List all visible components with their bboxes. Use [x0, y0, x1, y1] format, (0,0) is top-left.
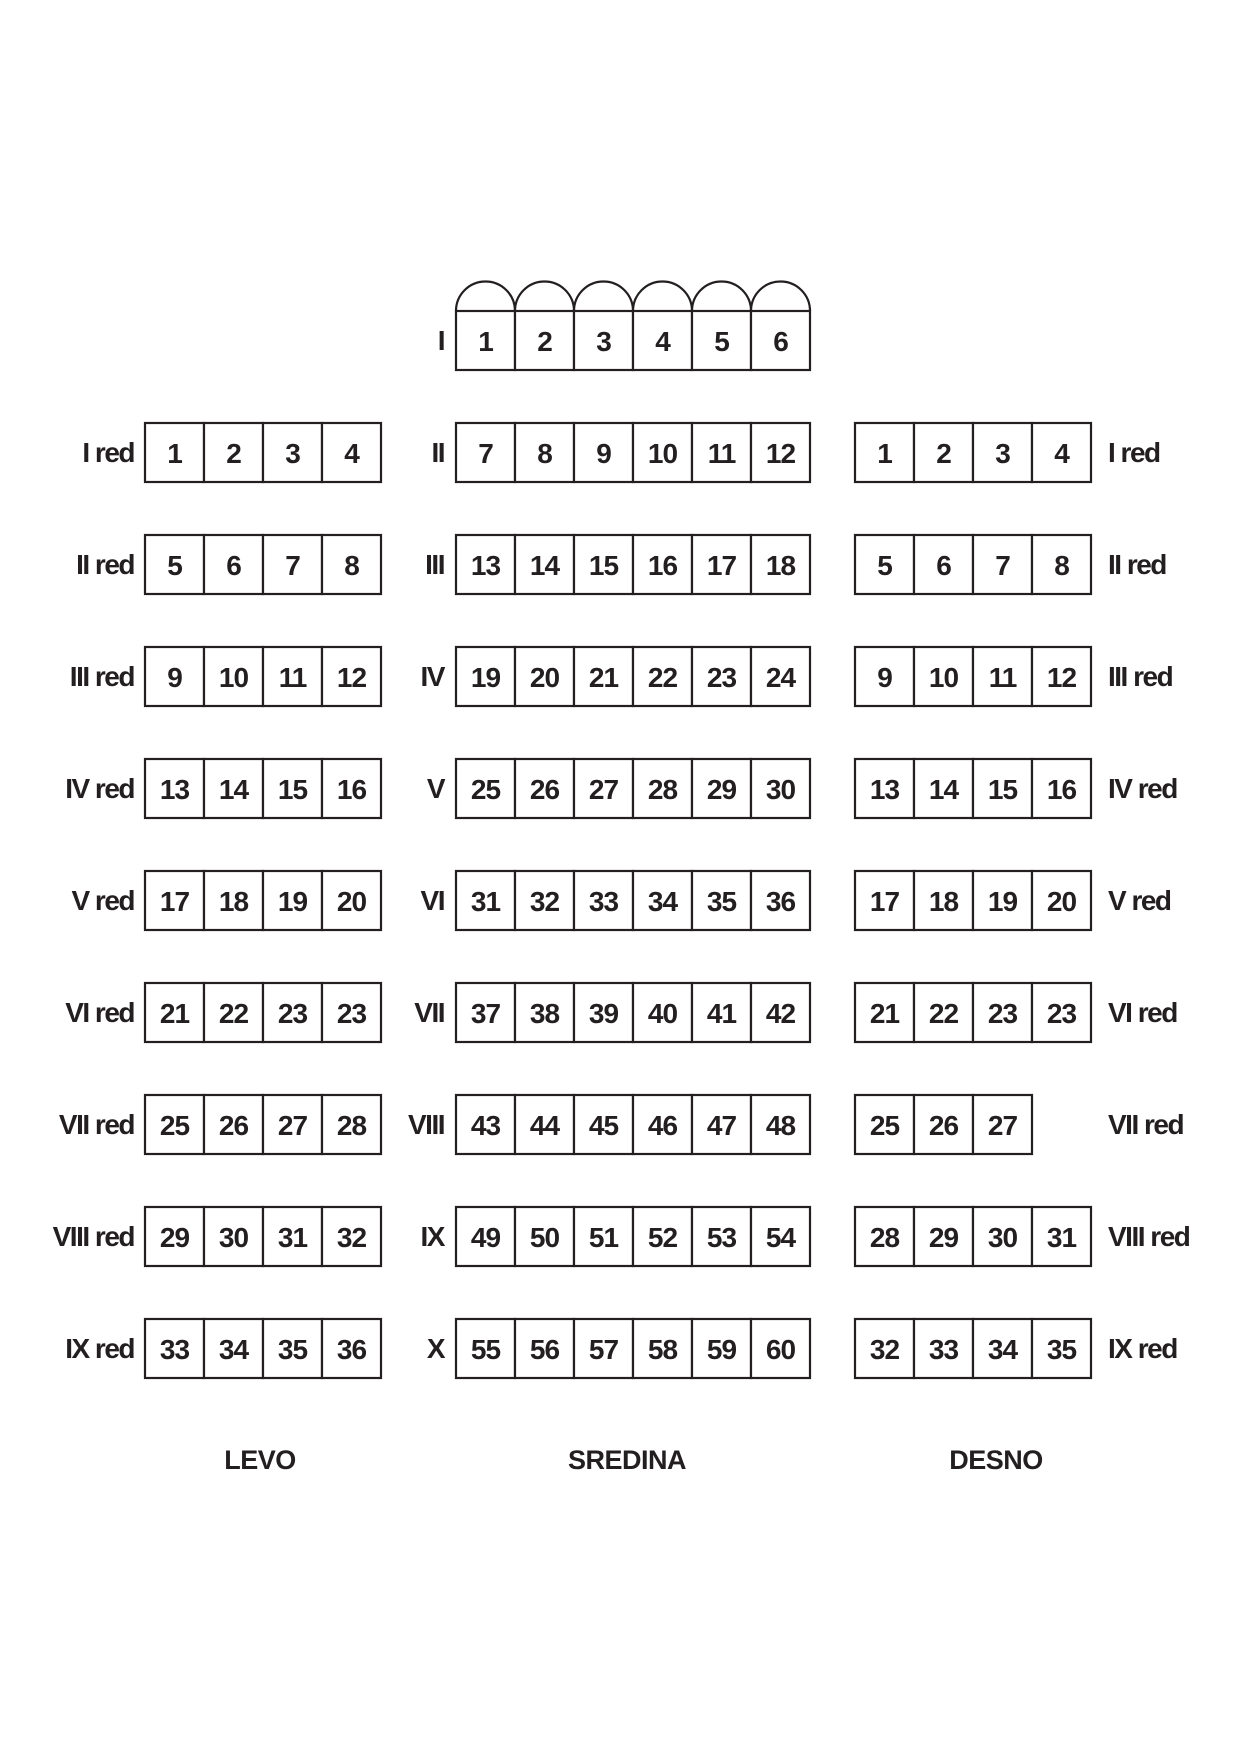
seat-number: 34 — [647, 886, 678, 917]
box-arch — [751, 282, 810, 312]
seat-number: 31 — [1046, 1222, 1077, 1253]
seat-number: 18 — [218, 886, 249, 917]
seat-number: 6 — [226, 550, 241, 581]
seat-number: 13 — [869, 774, 900, 805]
seat-number: 23 — [336, 998, 367, 1029]
seat-number: 20 — [336, 886, 367, 917]
seat-number: 28 — [336, 1110, 367, 1141]
center-row-1 — [438, 282, 810, 371]
seat-number: 11 — [278, 662, 307, 693]
seat-number: 26 — [218, 1110, 249, 1141]
seat-number: 23 — [1046, 998, 1077, 1029]
row-label: V red — [1108, 885, 1171, 916]
box-arch — [515, 282, 574, 312]
seat-number: 33 — [928, 1334, 959, 1365]
seat-number: 14 — [218, 774, 249, 805]
section-label-left: LEVO — [224, 1445, 296, 1475]
right-row-9 — [855, 1319, 1177, 1378]
seat-number: 48 — [765, 1110, 796, 1141]
row-label: V — [426, 773, 444, 804]
seat-number: 20 — [529, 662, 560, 693]
seat-number: 2 — [537, 326, 552, 357]
box-arch — [574, 282, 633, 312]
seat-number: 46 — [647, 1110, 678, 1141]
seat-number: 41 — [706, 998, 737, 1029]
seat-number: 10 — [218, 662, 249, 693]
seat-number: 16 — [1046, 774, 1077, 805]
left-row-1 — [82, 423, 381, 482]
seat-number: 57 — [588, 1334, 619, 1365]
seat-number: 17 — [869, 886, 900, 917]
seat-number: 31 — [277, 1222, 308, 1253]
row-label: II red — [76, 549, 134, 580]
seat-number: 29 — [159, 1222, 190, 1253]
seat-number: 14 — [529, 550, 560, 581]
seat-number: 19 — [470, 662, 501, 693]
right-row-8 — [855, 1207, 1190, 1266]
seat-number: 10 — [928, 662, 959, 693]
seat-number: 23 — [277, 998, 308, 1029]
box-arch — [456, 282, 515, 311]
seat-number: 1 — [877, 438, 892, 469]
right-row-2 — [855, 535, 1166, 594]
seat-number: 11 — [707, 438, 736, 469]
left-row-3 — [70, 647, 381, 706]
row-label: IV — [420, 661, 444, 692]
row-label: II — [431, 437, 444, 468]
center-row-2 — [431, 423, 810, 482]
seat-number: 11 — [988, 662, 1017, 693]
seat-number: 1 — [167, 438, 182, 469]
seat-number: 27 — [588, 774, 619, 805]
row-label: IV red — [1108, 773, 1177, 804]
seat-number: 22 — [218, 998, 249, 1029]
seat-number: 32 — [336, 1222, 367, 1253]
seat-number: 4 — [655, 326, 670, 357]
left-row-9 — [65, 1319, 381, 1378]
seat-number: 12 — [765, 438, 796, 469]
seat-number: 43 — [470, 1110, 501, 1141]
seat-number: 3 — [285, 438, 300, 469]
center-section — [408, 282, 810, 1379]
right-row-1 — [855, 423, 1160, 482]
seat-number: 37 — [470, 998, 501, 1029]
seat-number: 29 — [706, 774, 737, 805]
section-labels — [224, 1445, 1043, 1475]
seat-number: 39 — [588, 998, 619, 1029]
seat-number: 23 — [706, 662, 737, 693]
seat-number: 28 — [869, 1222, 900, 1253]
seat-number: 8 — [537, 438, 552, 469]
row-label: VIII — [407, 1109, 444, 1140]
row-label: I red — [82, 437, 134, 468]
seat-number: 34 — [987, 1334, 1018, 1365]
seat-number: 9 — [596, 438, 611, 469]
seat-number: 36 — [765, 886, 796, 917]
row-label: VI — [420, 885, 444, 916]
row-label: III red — [69, 661, 134, 692]
seat-number: 27 — [277, 1110, 308, 1141]
seat-number: 21 — [159, 998, 190, 1029]
seat-number: 15 — [588, 550, 619, 581]
seat-number: 13 — [470, 550, 501, 581]
row-label: IX red — [1108, 1333, 1177, 1364]
seat-number: 33 — [159, 1334, 190, 1365]
row-label: VII — [414, 997, 444, 1028]
seat-number: 20 — [1046, 886, 1077, 917]
seat-number: 7 — [995, 550, 1010, 581]
seat-number: 36 — [336, 1334, 367, 1365]
seat-number: 27 — [987, 1110, 1018, 1141]
seat-number: 25 — [470, 774, 501, 805]
center-row-5 — [427, 759, 810, 818]
section-label-right: DESNO — [949, 1445, 1043, 1475]
seat-number: 19 — [277, 886, 308, 917]
row-label: VIII red — [52, 1221, 134, 1252]
seat-number: 51 — [588, 1222, 619, 1253]
seat-number: 49 — [470, 1222, 501, 1253]
seat-number: 9 — [167, 662, 182, 693]
seat-number: 59 — [706, 1334, 737, 1365]
center-row-3 — [425, 535, 810, 594]
seat-number: 32 — [869, 1334, 900, 1365]
seat-number: 13 — [159, 774, 190, 805]
row-label: IV red — [65, 773, 134, 804]
seat-number: 5 — [714, 326, 729, 357]
seat-number: 42 — [765, 998, 796, 1029]
seat-number: 29 — [928, 1222, 959, 1253]
row-label: III — [425, 549, 444, 580]
seat-number: 21 — [869, 998, 900, 1029]
row-label: I — [437, 325, 444, 356]
center-row-4 — [421, 647, 810, 706]
seat-number: 19 — [987, 886, 1018, 917]
seat-number: 17 — [159, 886, 190, 917]
row-label: II red — [1108, 549, 1166, 580]
seat-number: 33 — [588, 886, 619, 917]
seat-number: 4 — [344, 438, 359, 469]
section-label-center: SREDINA — [567, 1445, 687, 1475]
seat-number: 55 — [470, 1334, 501, 1365]
seat-number: 44 — [529, 1110, 560, 1141]
seat-number: 47 — [706, 1110, 737, 1141]
seat-number: 38 — [529, 998, 560, 1029]
seat-number: 9 — [877, 662, 892, 693]
seat-number: 28 — [647, 774, 678, 805]
right-row-5 — [855, 871, 1171, 930]
seat-number: 18 — [765, 550, 796, 581]
seat-number: 18 — [928, 886, 959, 917]
row-label: IX red — [65, 1333, 134, 1364]
row-label: X — [426, 1333, 444, 1364]
seat-number: 56 — [529, 1334, 560, 1365]
row-label: III red — [1108, 661, 1173, 692]
center-row-6 — [421, 871, 810, 930]
row-label: IX — [420, 1221, 444, 1252]
seat-number: 4 — [1054, 438, 1069, 469]
seat-number: 2 — [226, 438, 241, 469]
seat-number: 8 — [1054, 550, 1069, 581]
left-row-4 — [65, 759, 381, 818]
row-label: VI red — [1108, 997, 1177, 1028]
seat-number: 10 — [647, 438, 678, 469]
row-label: I red — [1108, 437, 1160, 468]
left-row-2 — [76, 535, 381, 594]
seat-number: 25 — [159, 1110, 190, 1141]
left-row-6 — [65, 983, 381, 1042]
seat-number: 52 — [647, 1222, 678, 1253]
seat-number: 35 — [277, 1334, 308, 1365]
seat-number: 24 — [765, 662, 796, 693]
seat-number: 26 — [529, 774, 560, 805]
seat-number: 30 — [987, 1222, 1018, 1253]
seat-number: 21 — [588, 662, 619, 693]
seat-number: 30 — [765, 774, 796, 805]
seat-number: 53 — [706, 1222, 737, 1253]
seat-number: 1 — [478, 326, 493, 357]
seat-number: 12 — [336, 662, 367, 693]
seat-number: 35 — [1046, 1334, 1077, 1365]
center-row-7 — [414, 983, 810, 1042]
left-section — [53, 423, 381, 1378]
row-label: VII red — [1108, 1109, 1184, 1140]
seat-number: 22 — [647, 662, 678, 693]
seat-number: 34 — [218, 1334, 249, 1365]
seat-number: 45 — [588, 1110, 619, 1141]
seat-number: 6 — [773, 326, 788, 357]
seat-number: 25 — [869, 1110, 900, 1141]
seat-number: 30 — [218, 1222, 249, 1253]
seat-number: 15 — [277, 774, 308, 805]
left-row-5 — [71, 871, 381, 930]
seat-number: 32 — [529, 886, 560, 917]
seat-number: 12 — [1046, 662, 1077, 693]
seat-number: 26 — [928, 1110, 959, 1141]
seat-number: 50 — [529, 1222, 560, 1253]
center-row-10 — [427, 1319, 810, 1378]
row-label: VII red — [58, 1109, 134, 1140]
right-row-3 — [855, 647, 1173, 706]
seat-number: 7 — [478, 438, 493, 469]
seat-number: 14 — [928, 774, 959, 805]
seat-number: 58 — [647, 1334, 678, 1365]
seat-number: 54 — [765, 1222, 796, 1253]
seat-number: 22 — [928, 998, 959, 1029]
seat-number: 16 — [647, 550, 678, 581]
row-label: VIII red — [1108, 1221, 1190, 1252]
seat-number: 3 — [995, 438, 1010, 469]
row-label: VI red — [65, 997, 134, 1028]
seat-number: 60 — [765, 1334, 796, 1365]
seat-number: 5 — [877, 550, 892, 581]
seat-number: 3 — [596, 326, 611, 357]
right-row-6 — [855, 983, 1177, 1042]
seat-number: 31 — [470, 886, 501, 917]
center-row-8 — [408, 1095, 810, 1154]
box-arch — [633, 282, 692, 312]
seat-number: 23 — [987, 998, 1018, 1029]
right-row-7 — [855, 1095, 1183, 1154]
seat-number: 35 — [706, 886, 737, 917]
seat-number: 8 — [344, 550, 359, 581]
seat-number: 16 — [336, 774, 367, 805]
left-row-7 — [59, 1095, 381, 1154]
right-section — [855, 423, 1190, 1378]
seat-number: 40 — [647, 998, 678, 1029]
seat-number: 7 — [285, 550, 300, 581]
center-row-9 — [421, 1207, 810, 1266]
seat-number: 5 — [167, 550, 182, 581]
row-label: V red — [71, 885, 134, 916]
seat-number: 6 — [936, 550, 951, 581]
left-row-8 — [53, 1207, 381, 1266]
seat-number: 17 — [706, 550, 737, 581]
seat-number: 2 — [936, 438, 951, 469]
box-arch — [692, 282, 751, 312]
right-row-4 — [855, 759, 1177, 818]
seat-number: 15 — [987, 774, 1018, 805]
